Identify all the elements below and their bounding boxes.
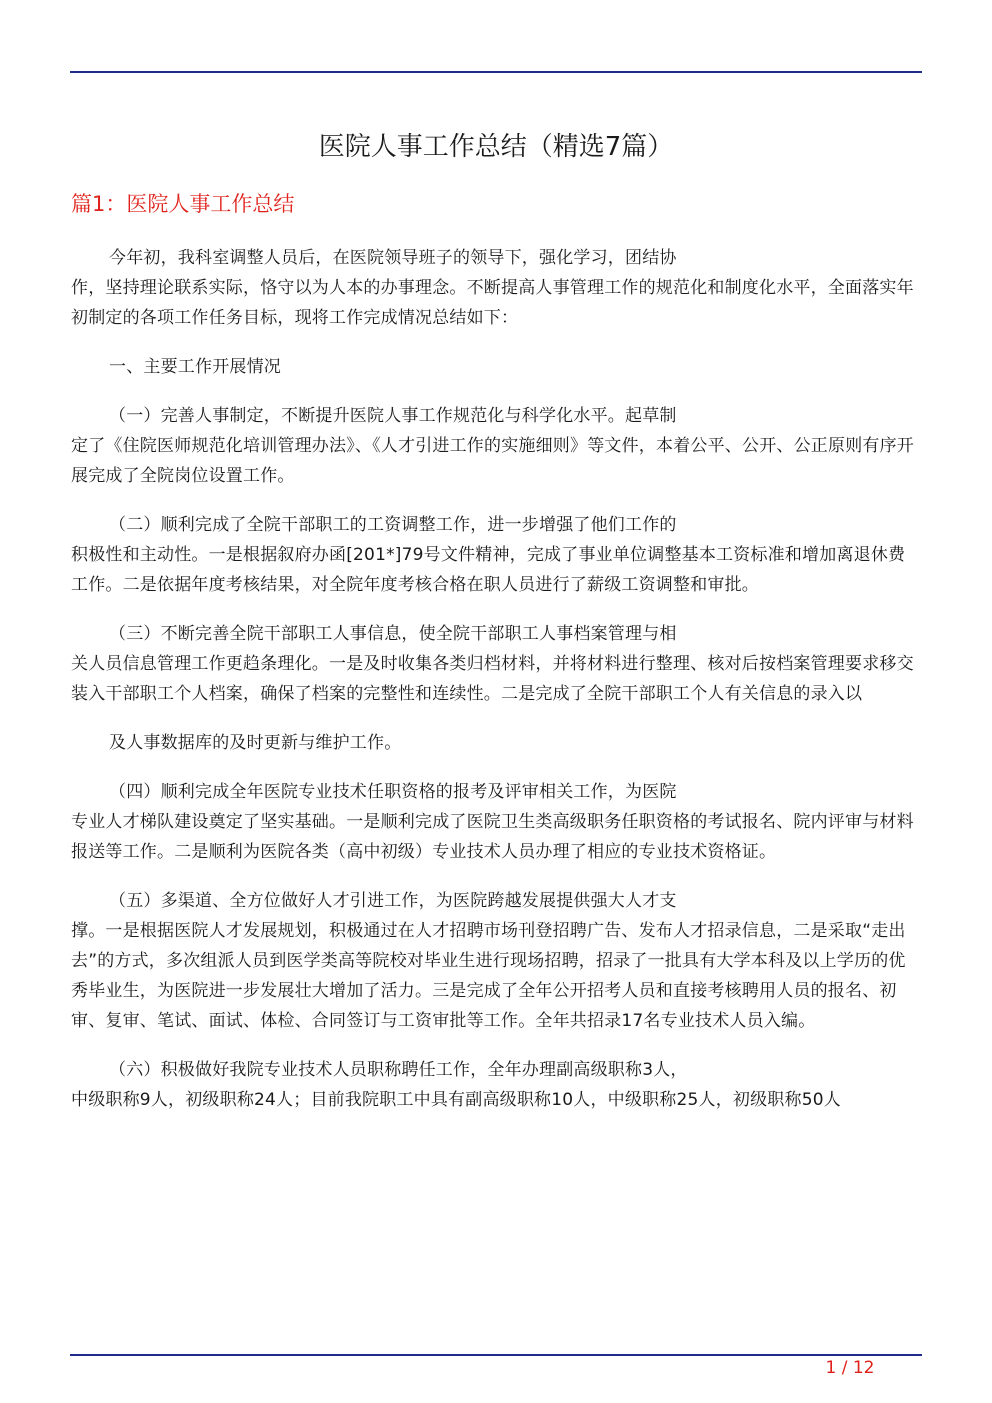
paragraph-text: 撑。一是根据医院人才发展规划，积极通过在人才招聘市场刊登招聘广告、发布人才招录信息，二是采取“走出去”的方式，多次组派人员到医学类高等院校对毕业生进行现场招聘，招录了一批具有大学本科及以上学历的优秀毕业生，为医院进一步发展壮大增加了活力。三是完成了全年公开招考人员和直接考核聘用人员的报名、初审、复审、笔试、面试、体检、合同签订与工资审批等工作。全年共招录17名专业技术人员入编。 (71, 921, 906, 1031)
paragraph (71, 728, 921, 758)
paragraph (71, 886, 921, 1036)
paragraph (71, 510, 921, 600)
paragraph-lead: （一）完善人事制定，不断提升医院人事工作规范化与科学化水平。起草制 (109, 406, 677, 426)
paragraph (71, 243, 921, 333)
paragraph-lead: （五）多渠道、全方位做好人才引进工作，为医院跨越发展提供强大人才支 (109, 891, 677, 911)
paragraph (71, 1055, 921, 1115)
paragraph-lead: （六）积极做好我院专业技术人员职称聘任工作，全年办理副高级职称3人， (109, 1060, 688, 1080)
paragraph-lead: （二）顺利完成了全院干部职工的工资调整工作，进一步增强了他们工作的 (109, 515, 677, 535)
page-number: 1 / 12 (825, 1358, 875, 1378)
paragraph-text: 作，坚持理论联系实际，恪守以为人本的办事理念。不断提高人事管理工作的规范化和制度化水平，全面落实年初制定的各项工作任务目标，现将工作完成情况总结如下： (71, 278, 914, 328)
page-title: 医院人事工作总结（精选7篇） (318, 132, 674, 162)
paragraph (71, 777, 921, 867)
paragraph-text: 关人员信息管理工作更趋条理化。一是及时收集各类归档材料，并将材料进行整理、核对后按档案管理要求移交装入干部职工个人档案，确保了档案的完整性和连续性。二是完成了全院干部职工个人有关信息的录入以 (71, 654, 914, 704)
paragraph (71, 352, 921, 382)
footer-rule (70, 1354, 922, 1356)
paragraph-text: 定了《住院医师规范化培训管理办法》、《人才引进工作的实施细则》等文件，本着公平、公开、公正原则有序开展完成了全院岗位设置工作。 (71, 436, 914, 486)
paragraph-text: 中级职称9人，初级职称24人；目前我院职工中具有副高级职称10人，中级职称25人，初级职称50人 (71, 1090, 841, 1110)
paragraph-text: 积极性和主动性。一是根据叙府办函[201*]79号文件精神，完成了事业单位调整基本工资标准和增加离退休费工作。二是依据年度考核结果，对全院年度考核合格在职人员进行了薪级工资调整和审批。 (71, 545, 906, 595)
document-body (71, 243, 921, 1134)
paragraph (71, 401, 921, 491)
header-rule (70, 71, 922, 73)
section-heading: 篇1：医院人事工作总结 (71, 192, 295, 216)
paragraph-lead: （三）不断完善全院干部职工人事信息，使全院干部职工人事档案管理与相 (109, 624, 677, 644)
subsection-heading: 一、主要工作开展情况 (109, 357, 281, 377)
paragraph (71, 619, 921, 709)
paragraph-lead: （四）顺利完成全年医院专业技术任职资格的报考及评审相关工作，为医院 (109, 782, 677, 802)
paragraph-lead: 今年初，我科室调整人员后，在医院领导班子的领导下，强化学习，团结协 (109, 248, 677, 268)
paragraph-text: 专业人才梯队建设奠定了坚实基础。一是顺利完成了医院卫生类高级职务任职资格的考试报名、院内评审与材料报送等工作。二是顺利为医院各类（高中初级）专业技术人员办理了相应的专业技术资格证。 (71, 812, 914, 862)
paragraph-text: 及人事数据库的及时更新与维护工作。 (109, 733, 402, 753)
